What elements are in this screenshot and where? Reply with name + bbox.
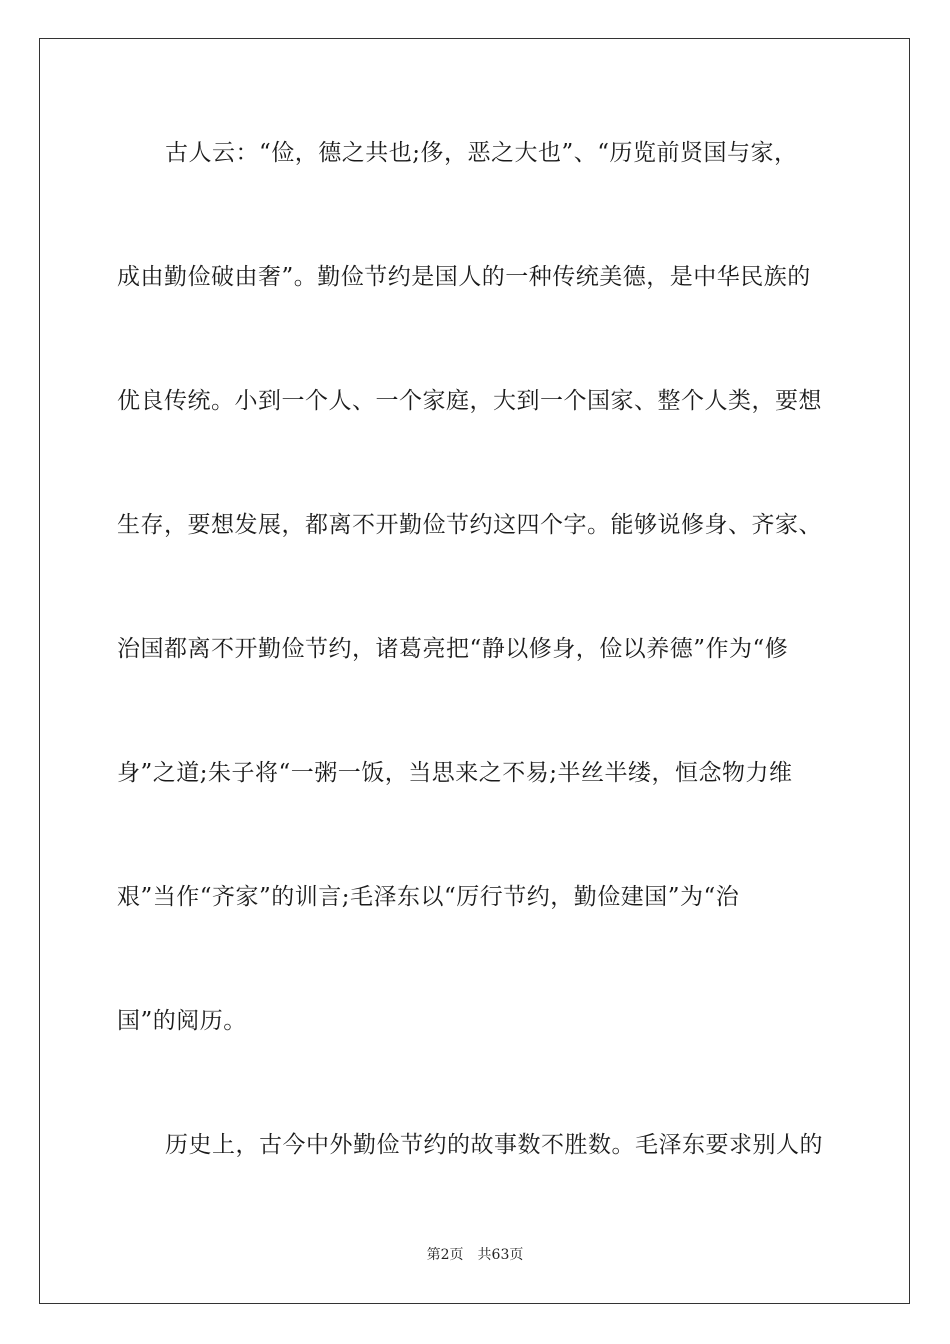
paragraph-1-line-7: 艰”当作“齐家”的训言;毛泽东以“厉行节约，勤俭建国”为“治 bbox=[117, 884, 740, 910]
paragraph-1-line-8: 国”的阅历。 bbox=[117, 1008, 247, 1034]
paragraph-1-line-6: 身”之道;朱子将“一粥一饭，当思来之不易;半丝半缕，恒念物力维 bbox=[117, 760, 793, 786]
paragraph-2-line-1: 历史上，古今中外勤俭节约的故事数不胜数。毛泽东要求别人的 bbox=[165, 1132, 823, 1158]
page-total: 共63页 bbox=[477, 1247, 524, 1263]
paragraph-1-line-4: 生存，要想发展，都离不开勤俭节约这四个字。能够说修身、齐家、 bbox=[117, 512, 822, 538]
page-number: 第2页 bbox=[426, 1247, 464, 1263]
paragraph-1-line-2: 成由勤俭破由奢”。勤俭节约是国人的一种传统美德，是中华民族的 bbox=[117, 264, 811, 290]
page-border bbox=[39, 38, 910, 1304]
paragraph-1-line-5: 治国都离不开勤俭节约，诸葛亮把“静以修身，俭以养德”作为“修 bbox=[117, 636, 789, 662]
paragraph-1-line-1: 古人云：“俭，德之共也;侈，恶之大也”、“历览前贤国与家， bbox=[165, 140, 798, 166]
page-footer bbox=[0, 1246, 950, 1264]
paragraph-1-line-3: 优良传统。小到一个人、一个家庭，大到一个国家、整个人类，要想 bbox=[117, 388, 822, 414]
